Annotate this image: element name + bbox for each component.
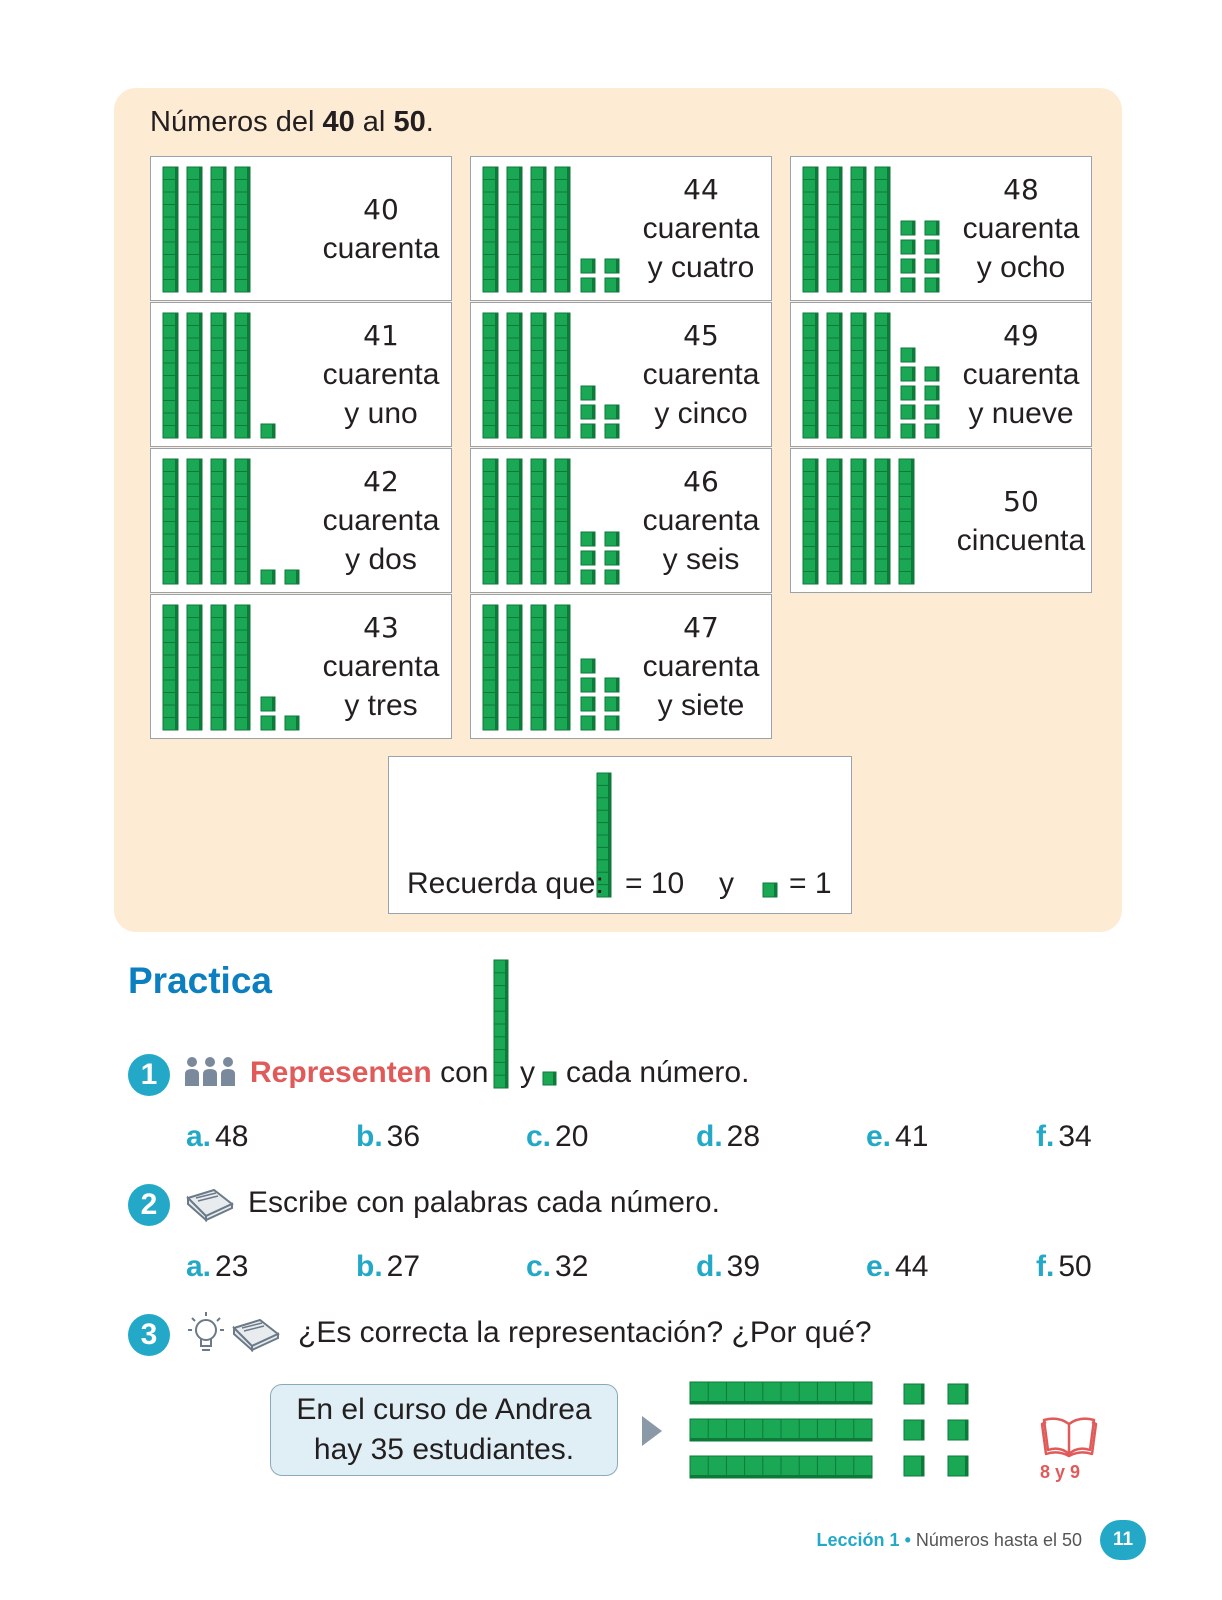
- ten-rod: [690, 1382, 872, 1404]
- ten-rod: [163, 459, 178, 584]
- exercise-2-badge: 2: [128, 1184, 170, 1226]
- unit-cube: [901, 221, 915, 235]
- base-ten-blocks: [791, 449, 961, 594]
- unit-cube: [581, 278, 595, 292]
- item-letter: b.: [356, 1120, 383, 1153]
- unit-cube: [543, 1072, 556, 1085]
- number-word-units: y tres: [344, 689, 418, 722]
- unit-cube: [925, 405, 939, 419]
- ten-rod: [507, 605, 522, 730]
- notebook-icon: [184, 1186, 236, 1222]
- item-letter: d.: [696, 1250, 723, 1283]
- unit-cube: [901, 367, 915, 381]
- ten-rod: [555, 459, 570, 584]
- item-value: 32: [555, 1250, 589, 1283]
- exercise-item: [356, 1120, 420, 1154]
- recuerda-box: [388, 756, 852, 914]
- item-value: 36: [386, 1120, 421, 1153]
- exercise-3-representation: [680, 1378, 980, 1488]
- ten-rod: [507, 459, 522, 584]
- ten-rod: [211, 605, 226, 730]
- ten-rod: [187, 167, 202, 292]
- ten-rod: [555, 313, 570, 438]
- unit-cube: [605, 570, 619, 584]
- item-value: 20: [555, 1120, 589, 1153]
- item-letter: c.: [526, 1120, 552, 1153]
- unit-cube: [581, 716, 595, 730]
- unit-cube: [261, 424, 275, 438]
- ten-rod: [690, 1456, 872, 1478]
- unit-cube: [948, 1420, 968, 1440]
- conj-text: y: [719, 867, 734, 900]
- ten-rod: [827, 167, 842, 292]
- unit-cube: [901, 405, 915, 419]
- number-card-text: [631, 157, 771, 300]
- one-value: = 1: [789, 867, 832, 900]
- ten-rod: [507, 313, 522, 438]
- base-ten-blocks: [791, 157, 961, 302]
- number-word-units: y siete: [657, 689, 745, 722]
- story-line-2: hay 35 estudiantes.: [313, 1433, 575, 1466]
- item-letter: b.: [356, 1250, 383, 1283]
- ten-rod: [875, 167, 890, 292]
- unit-cube: [901, 386, 915, 400]
- footer: Lección 1 • Números hasta el 50: [816, 1530, 1082, 1550]
- item-value: 41: [895, 1120, 929, 1153]
- ten-rod: [875, 313, 890, 438]
- ten-rod: [531, 167, 546, 292]
- ten-rod: [163, 167, 178, 292]
- number-digit: 40: [363, 192, 399, 226]
- item-value: 44: [895, 1250, 929, 1283]
- exercise-item: [526, 1250, 588, 1284]
- number-card: [470, 594, 772, 739]
- ten-rod: [827, 313, 842, 438]
- number-word: cuarenta: [642, 212, 760, 245]
- ten-rod: [163, 313, 178, 438]
- number-word-units: y ocho: [976, 251, 1066, 284]
- unit-cube: [605, 678, 619, 692]
- unit-cube: [901, 259, 915, 273]
- unit-cube: [925, 367, 939, 381]
- number-card: [790, 302, 1092, 447]
- number-card: [150, 594, 452, 739]
- number-word-units: y seis: [662, 543, 740, 576]
- item-letter: a.: [186, 1120, 212, 1153]
- unit-cube: [581, 551, 595, 565]
- ten-rod: [507, 167, 522, 292]
- item-letter: a.: [186, 1250, 212, 1283]
- unit-cube: [904, 1456, 924, 1476]
- unit-cube: [605, 716, 619, 730]
- base-ten-blocks: [471, 595, 641, 740]
- item-letter: e.: [866, 1120, 892, 1153]
- number-digit: 44: [683, 173, 719, 206]
- ten-rod: [483, 313, 498, 438]
- unit-cube: [948, 1456, 968, 1476]
- number-card-text: [951, 157, 1091, 300]
- number-card-text: [311, 157, 451, 300]
- ten-rod: [211, 459, 226, 584]
- number-card-text: [631, 303, 771, 446]
- ten-rod: [851, 459, 866, 584]
- ten-rod: [555, 167, 570, 292]
- base-ten-blocks: [471, 303, 641, 448]
- ten-rod: [803, 167, 818, 292]
- unit-cube: [581, 259, 595, 273]
- number-digit: 50: [1003, 484, 1039, 518]
- lightbulb-icon: [184, 1308, 224, 1356]
- exercise-item: [696, 1250, 760, 1284]
- exercise-item: [356, 1250, 420, 1284]
- number-word-units: y nueve: [968, 397, 1074, 430]
- unit-cube: [901, 278, 915, 292]
- number-word: cuarenta: [642, 358, 760, 391]
- unit-cube: [285, 570, 299, 584]
- exercise-2-instruction: Escribe con palabras cada número.: [248, 1186, 720, 1219]
- base-ten-blocks: [791, 303, 961, 448]
- number-digit: 48: [1003, 173, 1039, 206]
- number-word: cuarenta: [642, 504, 760, 537]
- item-letter: e.: [866, 1250, 892, 1283]
- ten-rod: [827, 459, 842, 584]
- number-word: cuarenta: [322, 650, 440, 683]
- ten-rod: [211, 167, 226, 292]
- unit-cube: [581, 697, 595, 711]
- exercise-3-instruction: ¿Es correcta la representación? ¿Por qué?: [298, 1316, 872, 1349]
- exercise-item: [866, 1250, 928, 1284]
- item-letter: f.: [1036, 1120, 1055, 1153]
- ten-rod: [235, 605, 250, 730]
- ten-rod: [235, 459, 250, 584]
- base-ten-blocks: [151, 595, 321, 740]
- exercise-item: [696, 1120, 760, 1154]
- unit-cube: [261, 716, 275, 730]
- recuerda-label: Recuerda que:: [407, 867, 604, 900]
- number-card-text: [311, 449, 451, 592]
- base-ten-blocks: [151, 303, 321, 448]
- exercise-1-instruction: Representen con: [250, 1056, 489, 1089]
- number-word: cincuenta: [956, 523, 1086, 557]
- ten-rod: [235, 167, 250, 292]
- number-card-text: [951, 303, 1091, 446]
- unit-cube: [904, 1384, 924, 1404]
- exercise-item: [526, 1120, 588, 1154]
- ten-rod: [187, 459, 202, 584]
- story-box: [270, 1384, 618, 1476]
- exercise-1-tail: cada número.: [566, 1056, 750, 1089]
- unit-cube: [605, 405, 619, 419]
- unit-cube: [925, 278, 939, 292]
- number-word: cuarenta: [642, 650, 760, 683]
- unit-cube: [901, 348, 915, 362]
- unit-cube: [581, 678, 595, 692]
- unit-cube: [581, 532, 595, 546]
- arrow-right-icon: [640, 1414, 664, 1448]
- number-card-text: [951, 449, 1091, 592]
- number-card: [790, 448, 1092, 593]
- number-card: [470, 448, 772, 593]
- number-word-units: y cuatro: [647, 251, 755, 284]
- unit-cube: [925, 259, 939, 273]
- exercise-1-badge: 1: [128, 1054, 170, 1096]
- ten-rod: [483, 605, 498, 730]
- number-card: [150, 302, 452, 447]
- exercise-1-and: y: [520, 1056, 535, 1089]
- number-digit: 49: [1003, 319, 1039, 352]
- number-word: cuarenta: [962, 212, 1080, 245]
- number-digit: 47: [683, 611, 719, 644]
- number-digit: 45: [683, 319, 719, 352]
- base-ten-blocks: [151, 157, 321, 302]
- page-number: 11: [1100, 1520, 1146, 1560]
- unit-cube: [581, 424, 595, 438]
- unit-cube: [904, 1420, 924, 1440]
- book-icon: [1040, 1410, 1098, 1460]
- notebook-icon: [230, 1316, 282, 1352]
- unit-cube: [581, 405, 595, 419]
- number-word: cuarenta: [322, 358, 440, 391]
- item-value: 28: [726, 1120, 761, 1153]
- unit-cube: [605, 424, 619, 438]
- unit-cube: [605, 532, 619, 546]
- ten-rod: [211, 313, 226, 438]
- number-word: cuarenta: [962, 358, 1080, 391]
- ten-rod: [187, 605, 202, 730]
- unit-cube: [581, 386, 595, 400]
- item-value: 34: [1058, 1120, 1092, 1153]
- unit-cube: [925, 424, 939, 438]
- ten-rod: [187, 313, 202, 438]
- ten-rod: [483, 167, 498, 292]
- ten-rod: [851, 313, 866, 438]
- panel-title: Números del 40 al 50.: [150, 106, 434, 138]
- group-icon: [184, 1056, 236, 1090]
- ten-rod: [531, 605, 546, 730]
- ten-rod-icon: [490, 958, 514, 1090]
- item-value: 23: [215, 1250, 249, 1283]
- unit-cube: [605, 259, 619, 273]
- item-value: 39: [726, 1250, 761, 1283]
- ten-rod: [494, 960, 508, 1088]
- unit-cube: [763, 883, 777, 897]
- ten-rod: [899, 459, 914, 584]
- exercise-item: [866, 1120, 928, 1154]
- number-digit: 46: [683, 465, 719, 498]
- ten-rod: [555, 605, 570, 730]
- ten-rod: [690, 1419, 872, 1441]
- number-word-units: y cinco: [654, 397, 748, 430]
- item-value: 27: [386, 1250, 421, 1283]
- exercise-3-badge: 3: [128, 1314, 170, 1356]
- unit-cube: [925, 240, 939, 254]
- ten-rod: [851, 167, 866, 292]
- unit-cube: [285, 716, 299, 730]
- number-card: [470, 156, 772, 301]
- unit-cube: [925, 221, 939, 235]
- number-card-text: [311, 303, 451, 446]
- item-letter: c.: [526, 1250, 552, 1283]
- unit-cube: [605, 697, 619, 711]
- number-word: cuarenta: [322, 231, 440, 265]
- unit-cube: [581, 570, 595, 584]
- number-card-text: [311, 595, 451, 738]
- exercise-item: [1036, 1120, 1092, 1154]
- ten-rod: [235, 313, 250, 438]
- ten-rod: [875, 459, 890, 584]
- unit-cube-icon: [542, 1070, 558, 1088]
- unit-cube: [605, 278, 619, 292]
- exercise-item: [186, 1120, 248, 1154]
- ten-rod: [483, 459, 498, 584]
- ten-rod: [803, 459, 818, 584]
- exercise-item: [186, 1250, 248, 1284]
- exercise-item: [1036, 1250, 1092, 1284]
- story-line-1: En el curso de Andrea: [296, 1393, 592, 1426]
- unit-cube: [901, 240, 915, 254]
- base-ten-blocks: [151, 449, 321, 594]
- item-value: 48: [215, 1120, 249, 1153]
- ten-rod: [531, 313, 546, 438]
- ten-value: = 10: [625, 867, 685, 900]
- unit-cube: [948, 1384, 968, 1404]
- unit-cube: [925, 386, 939, 400]
- number-digit: 43: [363, 611, 399, 644]
- number-card: [470, 302, 772, 447]
- item-letter: d.: [696, 1120, 723, 1153]
- practica-heading: Practica: [128, 960, 272, 1001]
- unit-cube: [605, 551, 619, 565]
- reference-pages: 8 y 9: [1040, 1462, 1081, 1482]
- item-letter: f.: [1036, 1250, 1055, 1283]
- ten-rod: [163, 605, 178, 730]
- number-digit: 42: [363, 465, 399, 498]
- number-card-text: [631, 449, 771, 592]
- number-digit: 41: [363, 319, 399, 352]
- number-word: cuarenta: [322, 504, 440, 537]
- ten-rod: [803, 313, 818, 438]
- number-card: [150, 448, 452, 593]
- unit-cube: [261, 570, 275, 584]
- number-card: [790, 156, 1092, 301]
- number-word-units: y uno: [344, 397, 418, 430]
- ten-rod: [531, 459, 546, 584]
- unit-cube: [261, 697, 275, 711]
- number-card: [150, 156, 452, 301]
- base-ten-blocks: [471, 157, 641, 302]
- number-word-units: y dos: [345, 543, 417, 576]
- item-value: 50: [1058, 1250, 1092, 1283]
- number-card-text: [631, 595, 771, 738]
- unit-cube: [901, 424, 915, 438]
- unit-cube: [581, 659, 595, 673]
- base-ten-blocks: [471, 449, 641, 594]
